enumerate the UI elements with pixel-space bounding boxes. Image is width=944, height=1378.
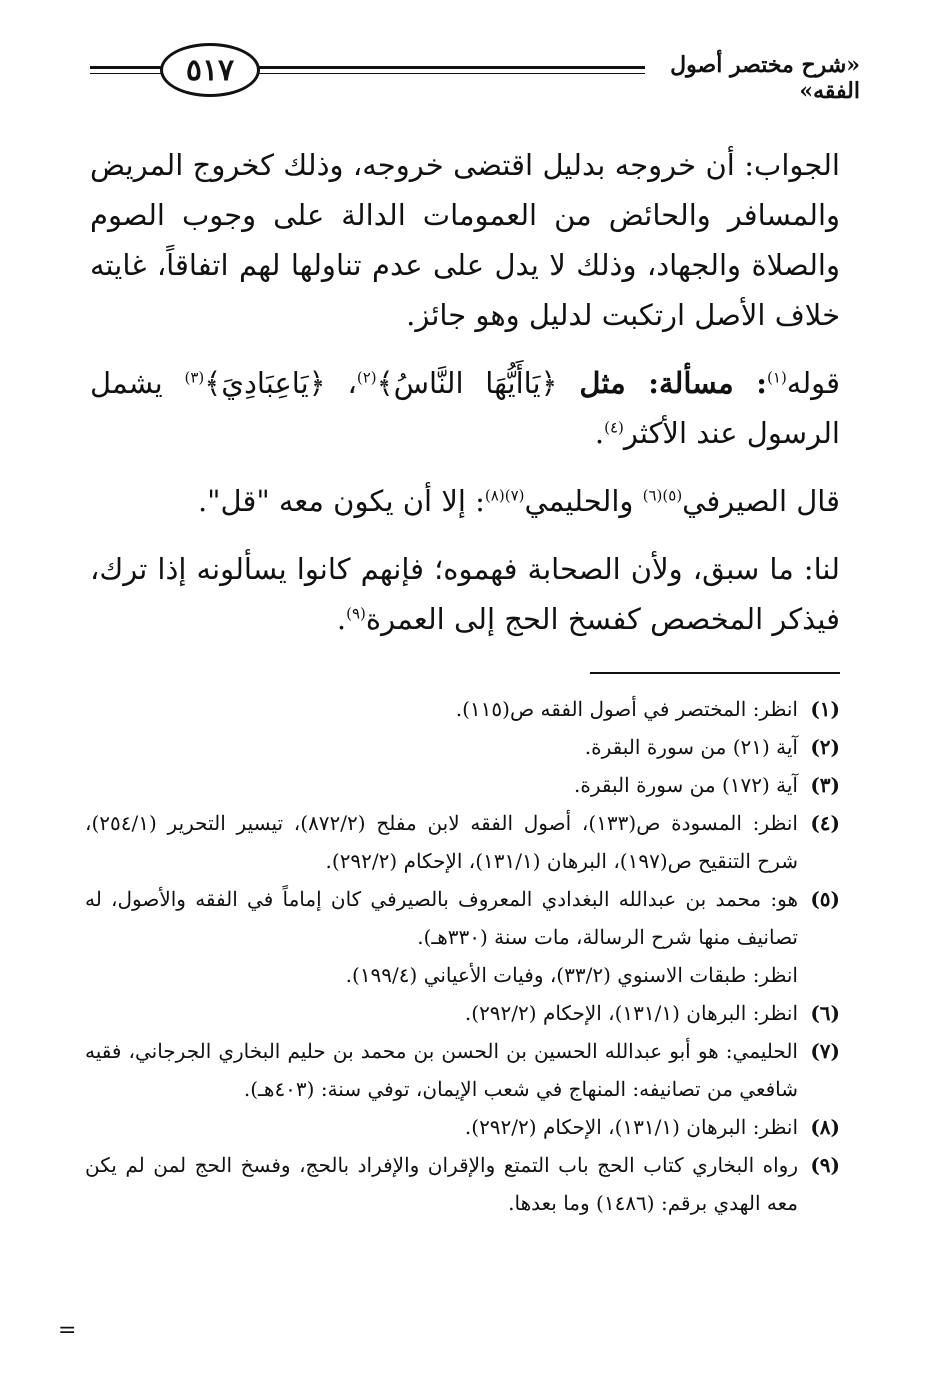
footnote-ref: (٩) [346, 604, 366, 623]
paragraph-sayrafi [90, 476, 840, 526]
paragraph-answer: الجواب: أن خروجه بدليل اقتضى خروجه، وذلك كخروج المريض والمسافر والحائض من العمومات الدالة على وجوب الصوم والصلاة والجهاد، وذلك لا يدل على عدم تناولها لهم اتفاقاً، غايته خلاف الأصل ارتكبت لدليل وهو جائز. [90, 148, 840, 332]
paragraph-evidence [90, 544, 840, 644]
footnote-1 [85, 690, 840, 728]
footnote-number: (٨) [810, 1115, 840, 1139]
exception-text: : إلا أن يكون معه "قل". [197, 484, 485, 518]
footnote-text: آية (١٧٢) من سورة البقرة. [574, 773, 798, 797]
page-number: ٥١٧ [160, 43, 260, 97]
footnote-7 [85, 1032, 840, 1108]
footnote-number: (٦) [810, 1001, 840, 1025]
header-rule-left [90, 66, 168, 74]
separator: ، [325, 366, 357, 400]
footnote-ref: (٢) [356, 368, 377, 387]
footnote-5 [85, 880, 840, 994]
evidence-end: . [336, 602, 347, 636]
footnote-text: انظر: البرهان (١٣١/١)، الإحكام (٢٩٢/٢). [464, 1001, 798, 1025]
margin-mark: = [58, 1318, 77, 1343]
evidence-text: لنا: ما سبق، ولأن الصحابة فهموه؛ فإنهم كانوا يسألونه إذا ترك، فيذكر المخصص كفسخ الحج إلى العمرة [90, 552, 840, 636]
footnote-ref: (٥)(٦) [642, 486, 683, 505]
footnote-2 [85, 728, 840, 766]
issue-heading: : مسألة: مثل [579, 366, 768, 400]
footnote-6 [85, 994, 840, 1032]
footnote-text: انظر: المسودة ص(١٣٣)، أصول الفقه لابن مفلح (٨٧٢/٢)، تيسير التحرير (٢٥٤/١)، شرح التنقيح ص(١٩٧)، البرهان (١٣١/١)، الإحكام (٢٩٢/٢). [85, 811, 798, 873]
footnote-number: (٢) [810, 735, 840, 759]
footnote-text: رواه البخاري كتاب الحج باب التمتع والإقران والإفراد بالحج، وفسخ الحج لمن لم يكن معه الهدي برقم: (١٤٨٦) وما بعدها. [85, 1153, 798, 1215]
footnote-number: (٩) [810, 1153, 840, 1177]
page-header [0, 0, 944, 110]
footnote-text: آية (٢١) من سورة البقرة. [584, 735, 798, 759]
footnote-number: (٣) [810, 773, 840, 797]
running-title: «شرح مختصر أصول الفقه» [670, 52, 860, 104]
issue-text: يشمل الرسول عند الأكثر [90, 366, 840, 450]
footnote-number: (٧) [810, 1039, 840, 1063]
footnote-number: (٥) [810, 887, 840, 911]
footnote-text: انظر: البرهان (١٣١/١)، الإحكام (٢٩٢/٢). [464, 1115, 798, 1139]
header-rule-right [255, 66, 645, 74]
footnote-ref: (١) [767, 368, 787, 387]
footnote-number: (١) [810, 697, 840, 721]
issue-end: . [594, 416, 605, 450]
footnote-text: انظر: المختصر في أصول الفقه ص(١١٥). [455, 697, 798, 721]
footnote-text: انظر: طبقات الاسنوي (٣٣/٢)، وفيات الأعياني (١٩٩/٤). [345, 963, 798, 987]
halimi-text: والحليمي [524, 484, 643, 518]
quran-quote: ﴿يَاأَيُّهَا النَّاسُ﴾ [376, 366, 558, 400]
main-text [90, 140, 840, 662]
footnote-text: الحليمي: هو أبو عبدالله الحسين بن الحسن بن محمد بن حليم البخاري الجرجاني، فقيه شافعي من تصانيفه: المنهاج في شعب الإيمان، توفي سنة: (٤٠٣هـ). [85, 1039, 798, 1101]
sayrafi-text: قال الصيرفي [682, 484, 840, 518]
footnote-3 [85, 766, 840, 804]
issue-word: قوله [786, 366, 841, 400]
footnote-number: (٤) [810, 811, 840, 835]
footnote-ref: (٣) [184, 368, 205, 387]
paragraph-issue [90, 358, 840, 458]
footnote-4 [85, 804, 840, 880]
quran-quote: ﴿يَاعِبَادِيَ﴾ [204, 366, 326, 400]
footnote-ref: (٧)(٨) [484, 486, 525, 505]
footnote-ref: (٤) [604, 418, 624, 437]
footnote-text: هو: محمد بن عبدالله البغدادي المعروف بالصيرفي كان إماماً في الفقه والأصول، له تصانيف منها شرح الرسالة، مات سنة (٣٣٠هـ). [85, 887, 798, 949]
footnote-9 [85, 1146, 840, 1222]
footnotes [85, 690, 840, 1222]
footnote-8 [85, 1108, 840, 1146]
footnote-divider [590, 672, 840, 674]
